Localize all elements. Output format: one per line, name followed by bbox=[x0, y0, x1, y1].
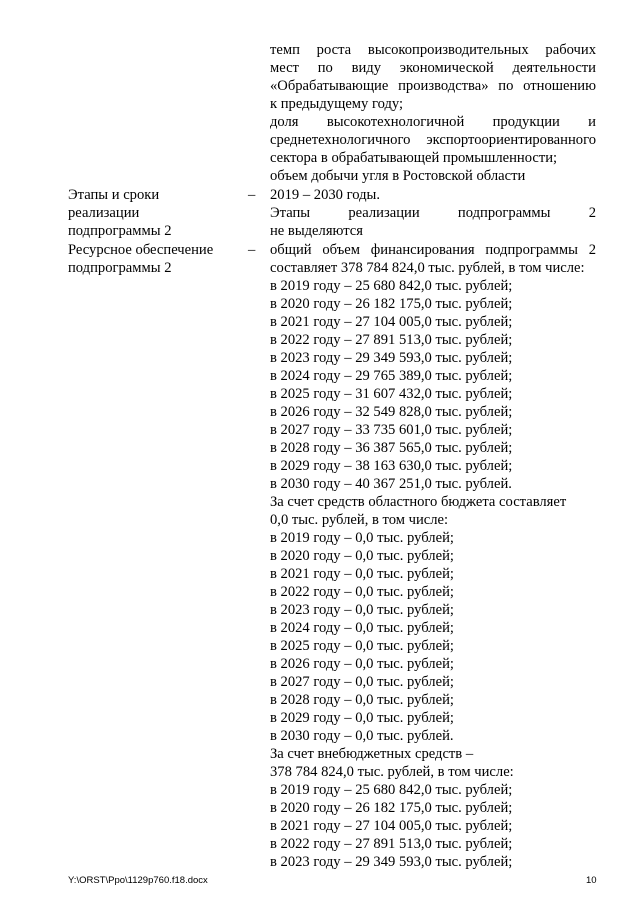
stages-label-line: реализации bbox=[68, 205, 140, 221]
resources-line: в 2025 году – 31 607 432,0 тыс. рублей; bbox=[270, 386, 513, 402]
resources-line: общий объем финансирования подпрограммы 2 bbox=[270, 242, 596, 258]
intro-line: доля высокотехнологичной продукции и bbox=[270, 114, 596, 130]
intro-line: среднетехнологичного экспортоориентированного bbox=[270, 132, 596, 148]
resources-line: в 2024 году – 0,0 тыс. рублей; bbox=[270, 620, 454, 636]
resources-line: в 2027 году – 0,0 тыс. рублей; bbox=[270, 674, 454, 690]
resources-line: в 2021 году – 27 104 005,0 тыс. рублей; bbox=[270, 818, 513, 834]
resources-line: в 2019 году – 25 680 842,0 тыс. рублей; bbox=[270, 782, 513, 798]
footer-file-path: Y:\ORST\Ppo\1129p760.f18.docx bbox=[68, 875, 208, 886]
resources-line: в 2024 году – 29 765 389,0 тыс. рублей; bbox=[270, 368, 513, 384]
resources-line: в 2021 году – 0,0 тыс. рублей; bbox=[270, 566, 454, 582]
intro-line: темп роста высокопроизводительных рабочих bbox=[270, 42, 596, 58]
resources-line: За счет внебюджетных средств – bbox=[270, 746, 474, 762]
resources-line: в 2025 году – 0,0 тыс. рублей; bbox=[270, 638, 454, 654]
resources-line: в 2020 году – 26 182 175,0 тыс. рублей; bbox=[270, 296, 513, 312]
resources-line: в 2026 году – 32 549 828,0 тыс. рублей; bbox=[270, 404, 513, 420]
resources-line: в 2023 году – 29 349 593,0 тыс. рублей; bbox=[270, 854, 513, 870]
resources-line: в 2026 году – 0,0 тыс. рублей; bbox=[270, 656, 454, 672]
resources-line: 378 784 824,0 тыс. рублей, в том числе: bbox=[270, 764, 514, 780]
resources-line: в 2027 году – 33 735 601,0 тыс. рублей; bbox=[270, 422, 513, 438]
resources-dash: – bbox=[248, 242, 256, 258]
stages-label-line: Этапы и сроки bbox=[68, 187, 160, 203]
resources-label-line: подпрограммы 2 bbox=[68, 260, 172, 276]
resources-line: в 2030 году – 40 367 251,0 тыс. рублей. bbox=[270, 476, 512, 492]
resources-line: 0,0 тыс. рублей, в том числе: bbox=[270, 512, 449, 528]
resources-line: в 2021 году – 27 104 005,0 тыс. рублей; bbox=[270, 314, 513, 330]
resources-label-line: Ресурсное обеспечение bbox=[68, 242, 214, 258]
resources-line: в 2028 году – 36 387 565,0 тыс. рублей; bbox=[270, 440, 513, 456]
resources-line: в 2019 году – 25 680 842,0 тыс. рублей; bbox=[270, 278, 513, 294]
stages-label-line: подпрограммы 2 bbox=[68, 223, 172, 239]
stages-line: 2019 – 2030 годы. bbox=[270, 187, 380, 203]
resources-line: в 2030 году – 0,0 тыс. рублей. bbox=[270, 728, 454, 744]
intro-line: объем добычи угля в Ростовской области bbox=[270, 168, 526, 184]
resources-line: в 2020 году – 0,0 тыс. рублей; bbox=[270, 548, 454, 564]
stages-line: не выделяются bbox=[270, 223, 363, 239]
resources-line: в 2022 году – 27 891 513,0 тыс. рублей; bbox=[270, 332, 513, 348]
resources-line: составляет 378 784 824,0 тыс. рублей, в том числе: bbox=[270, 260, 585, 276]
intro-line: сектора в обрабатывающей промышленности; bbox=[270, 150, 558, 166]
intro-line: мест по виду экономической деятельности bbox=[270, 60, 596, 76]
resources-line: в 2029 году – 0,0 тыс. рублей; bbox=[270, 710, 454, 726]
stages-line: Этапы реализации подпрограммы 2 bbox=[270, 205, 596, 221]
resources-line: в 2022 году – 0,0 тыс. рублей; bbox=[270, 584, 454, 600]
resources-line: в 2028 году – 0,0 тыс. рублей; bbox=[270, 692, 454, 708]
resources-line: в 2023 году – 0,0 тыс. рублей; bbox=[270, 602, 454, 618]
resources-line: в 2019 году – 0,0 тыс. рублей; bbox=[270, 530, 454, 546]
stages-dash: – bbox=[248, 187, 256, 203]
resources-line: За счет средств областного бюджета составляет bbox=[270, 494, 567, 510]
intro-line: «Обрабатывающие производства» по отношению bbox=[270, 78, 596, 94]
resources-line: в 2029 году – 38 163 630,0 тыс. рублей; bbox=[270, 458, 513, 474]
resources-line: в 2020 году – 26 182 175,0 тыс. рублей; bbox=[270, 800, 513, 816]
resources-line: в 2023 году – 29 349 593,0 тыс. рублей; bbox=[270, 350, 513, 366]
footer-page-number: 10 bbox=[586, 875, 597, 886]
intro-line: к предыдущему году; bbox=[270, 96, 404, 112]
resources-line: в 2022 году – 27 891 513,0 тыс. рублей; bbox=[270, 836, 513, 852]
